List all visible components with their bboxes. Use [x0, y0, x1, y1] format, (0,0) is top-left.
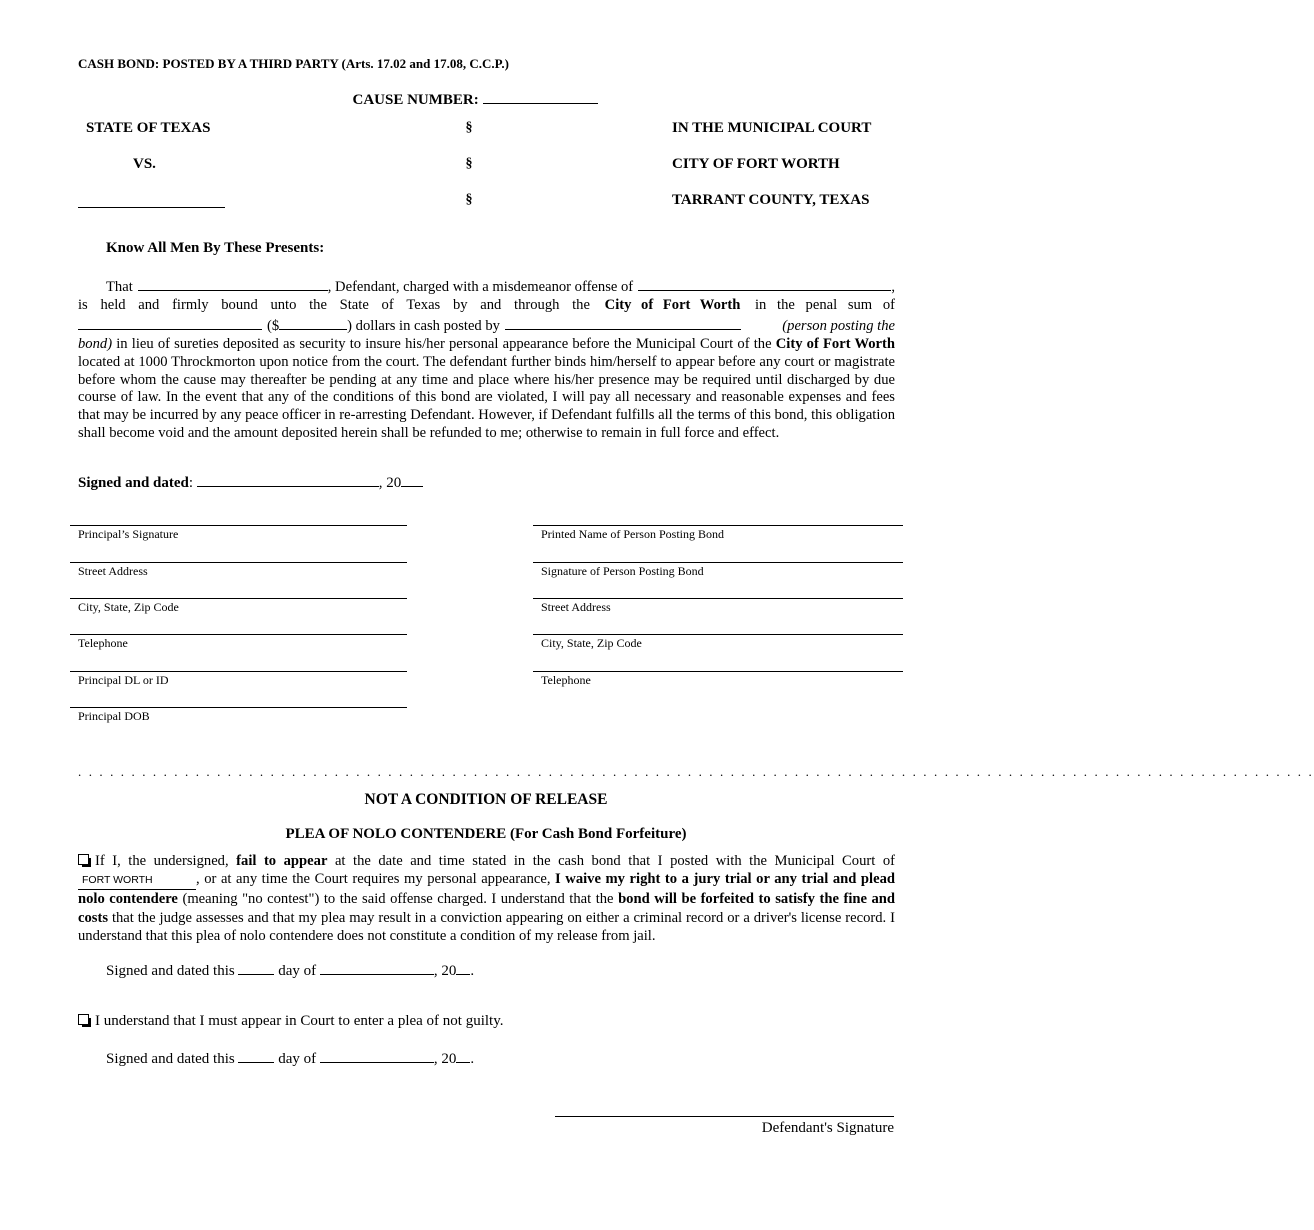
amount-words-field[interactable] [78, 315, 262, 330]
bond-person-posting: (person posting the [782, 317, 895, 334]
plea-day-field[interactable] [238, 960, 274, 975]
signed-period: . [470, 1051, 475, 1067]
plea-paragraph [78, 852, 895, 945]
principal-telephone-label: Telephone [78, 636, 128, 650]
not-guilty-month-field[interactable] [320, 1048, 434, 1063]
bond-dollar-open: ($ [267, 317, 280, 334]
plea-fail: fail to appear [236, 853, 328, 869]
poster-name-line[interactable] [533, 525, 903, 526]
signed-year-field[interactable] [401, 472, 423, 487]
amount-field[interactable] [279, 315, 347, 330]
principal-signature-label: Principal’s Signature [78, 527, 179, 541]
signed-dated-label: Signed and dated [78, 475, 189, 491]
offense-field[interactable] [638, 276, 891, 291]
signed-year-prefix: , 20 [378, 475, 402, 491]
principal-address-label: Street Address [78, 564, 148, 578]
signed-year-text: , 20 [433, 1051, 457, 1067]
principal-dob-line[interactable] [70, 707, 407, 708]
plea-signed-row [106, 960, 474, 980]
poster-city-line[interactable] [533, 634, 903, 635]
bond-that: That [106, 279, 133, 295]
bond-city: City of Fort Worth [604, 296, 741, 313]
plea-title: PLEA OF NOLO CONTENDERE (For Cash Bond Forfeiture) [285, 826, 687, 842]
bond-rest: located at 1000 Throckmorton upon notice from the court. The defendant further binds him/herself to appear before any court or magistrate before whom the cause may thereafter be pending at any time and place where his/her presence may be required until discharged by due course of law. In the event that any of the conditions of this bond are violated, I will pay all necessary and reasonable expenses and fees that may be incurred by any peace officer in re-arresting Defendant. However, if Defendant fulfills all the terms of this bond, this obligation shall become void and the amount deposited herein shall be refunded to me; otherwise to remain in full force and effect. [78, 353, 895, 442]
not-condition-title: NOT A CONDITION OF RELEASE [364, 791, 608, 808]
signed-dated-row [78, 472, 423, 492]
plea-month-field[interactable] [320, 960, 434, 975]
poster-address-line[interactable] [533, 598, 903, 599]
form-heading: CASH BOND: POSTED BY A THIRD PARTY (Arts. 17.02 and 17.08, C.C.P.) [78, 56, 509, 71]
bond-paragraph: That , Defendant, charged with a misdemeanor offense of , is held and firmly bound unto the State of Texas by and through the City of Fort Worth in the penal sum of ($ ) dollars in cash posted by (person posting the bond) in lieu of sureties deposited as security to insure his/her personal appearance before the Municipal Court of the City of Fort Worth located at 1000 Throckmorton upon notice from the court. The defendant further binds him/herself to appear before any court or magistrate before whom the cause may thereafter be pending at any time and place where his/her presence may be required until discharged by due course of law. In the event that any of the conditions of this bond are violated, I will pay all necessary and reasonable expenses and fees that may be incurred by any peace officer in re-arresting Defendant. However, if Defendant fulfills all the terms of this bond, this obligation shall become void and the amount deposited herein shall be refunded to me; otherwise to remain in full force and effect. [78, 276, 895, 443]
principal-city-line[interactable] [70, 598, 407, 599]
caption-county: TARRANT COUNTY, TEXAS [672, 192, 870, 208]
poster-name-label: Printed Name of Person Posting Bond [541, 527, 724, 541]
defendant-signature-line[interactable] [555, 1116, 894, 1117]
section-symbol: § [465, 120, 473, 135]
poster-signature-line[interactable] [533, 562, 903, 563]
signed-period: . [470, 963, 475, 979]
poster-telephone-label: Telephone [541, 673, 591, 687]
municipal-court-city-field[interactable]: FORT WORTH [78, 871, 196, 890]
plea-text-5: that the judge assesses and that my plea may result in a conviction appearing on either a criminal record or a driver's license record. I understand that this plea of nolo contendere does not constitute a condition of my release from jail. [78, 909, 895, 944]
caption-state: STATE OF TEXAS [86, 120, 211, 136]
principal-telephone-line[interactable] [70, 634, 407, 635]
section-symbol: § [465, 192, 473, 207]
caption-vs: VS. [133, 156, 156, 172]
poster-field[interactable] [505, 315, 741, 330]
cause-number-label: CAUSE NUMBER: [352, 92, 479, 108]
principal-signature-line[interactable] [70, 525, 407, 526]
plea-text-2: at the date and time stated in the cash bond that I posted with the Municipal Court of [334, 853, 895, 869]
plea-year-field[interactable] [456, 960, 470, 975]
plea-checkbox[interactable] [78, 854, 89, 865]
plea-text-4: (meaning "no contest") to the said offense charged. I understand that the [182, 891, 614, 908]
signed-dayof-text: day of [278, 963, 317, 979]
signed-year-text: , 20 [433, 963, 457, 979]
poster-city-label: City, State, Zip Code [541, 636, 642, 650]
section-symbol: § [465, 156, 473, 171]
plea-forfeit: bond will be forfeited to satisfy the fine and costs [78, 891, 896, 926]
defendant-field[interactable] [138, 276, 328, 291]
principal-city-label: City, State, Zip Code [78, 600, 179, 614]
not-guilty-text: I understand that I must appear in Court to enter a plea of not guilty. [95, 1013, 504, 1029]
bond-lieu: in lieu of sureties deposited as security to insure his/her personal appearance before the Municipal Court of the [116, 335, 772, 352]
bond-comma: , [891, 279, 895, 295]
cause-number-row [0, 89, 950, 109]
poster-telephone-line[interactable] [533, 671, 903, 672]
bond-city2: City of Fort Worth [775, 335, 896, 352]
caption-city: CITY OF FORT WORTH [672, 156, 840, 172]
defendant-signature-label: Defendant's Signature [761, 1120, 894, 1136]
plea-text-1: If I, the undersigned, [95, 853, 229, 869]
poster-address-label: Street Address [541, 600, 611, 614]
bond-charged: , Defendant, charged with a misdemeanor offense of [327, 279, 634, 295]
signed-day-text: Signed and dated this [106, 1051, 235, 1067]
not-guilty-checkbox[interactable] [78, 1014, 89, 1025]
signed-dated-colon: : [188, 475, 194, 491]
defendant-name-field[interactable] [78, 207, 225, 208]
not-guilty-row [78, 1013, 504, 1030]
bond-dollars-posted: ) dollars in cash posted by [347, 317, 500, 334]
signed-day-text: Signed and dated this [106, 963, 235, 979]
not-guilty-day-field[interactable] [238, 1048, 274, 1063]
caption-court: IN THE MUNICIPAL COURT [672, 120, 872, 136]
not-guilty-year-field[interactable] [456, 1048, 470, 1063]
signed-date-field[interactable] [197, 472, 379, 487]
know-all-heading: Know All Men By These Presents: [106, 240, 325, 256]
plea-text-3: , or at any time the Court requires my personal appearance, [196, 871, 551, 888]
bond-held-line: is held and firmly bound unto the State of Texas by and through the [78, 296, 590, 313]
plea-waive: I waive my right to a jury trial or any trial and plead nolo contendere [78, 871, 895, 908]
dotted-separator: . . . . . . . . . . . . . . . . . . . . . . . . . . . . . . . . . . . . . . . . . . . . . . . . . . . . . . . . . . . . . . . . . . . . . . . . . . . . . . . . . . . . . . . . . . . . . . . . . . . . . . . . . . . . . . . . . . . . [78, 764, 1314, 779]
principal-dl-line[interactable] [70, 671, 407, 672]
cause-number-field[interactable] [483, 89, 598, 104]
not-guilty-signed-row [106, 1048, 474, 1068]
principal-dob-label: Principal DOB [78, 709, 150, 723]
poster-signature-label: Signature of Person Posting Bond [541, 564, 704, 578]
principal-address-line[interactable] [70, 562, 407, 563]
principal-dl-label: Principal DL or ID [78, 673, 169, 687]
signed-dayof-text: day of [278, 1051, 317, 1067]
